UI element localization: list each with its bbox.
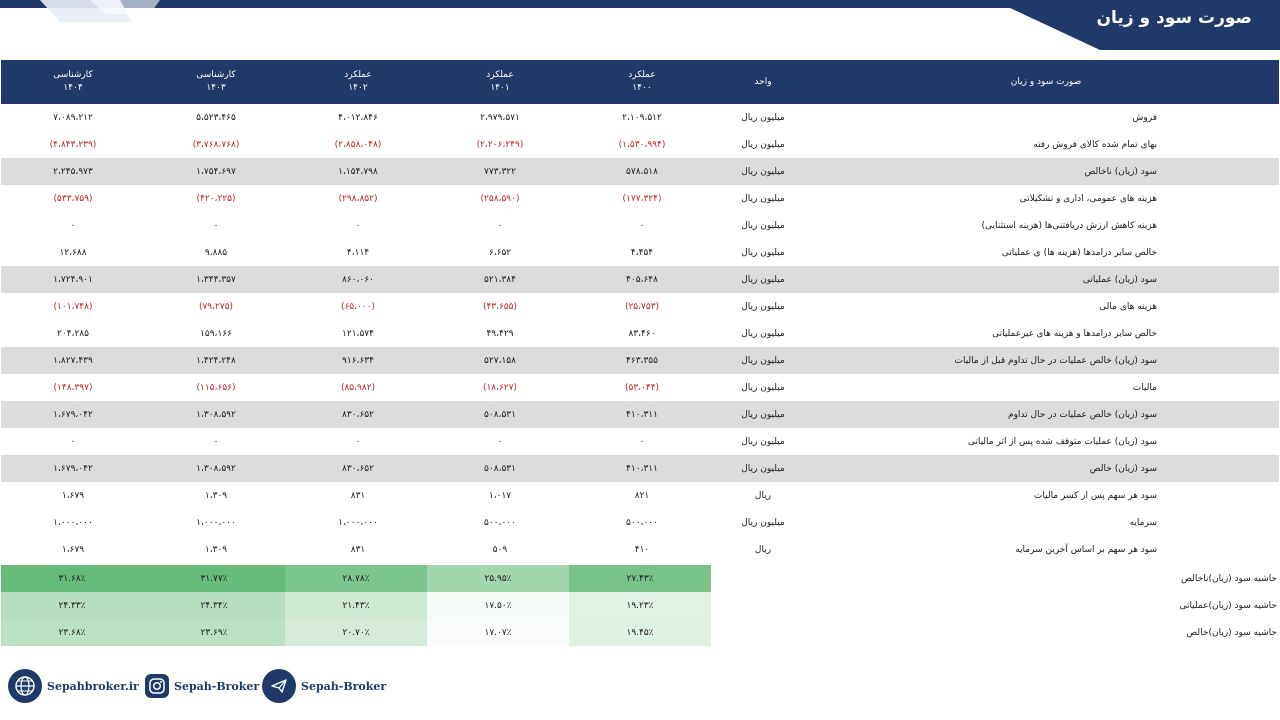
top-banner bbox=[0, 0, 1280, 50]
row-value: ۱،۳۰۸،۵۹۲ bbox=[145, 455, 287, 482]
row-value: ۱،۶۷۹ bbox=[61, 490, 85, 501]
row-value: (۱،۵۳۰،۹۹۴) bbox=[618, 139, 666, 150]
row-value: (۳،۷۶۸،۷۶۸) bbox=[192, 139, 240, 150]
instagram-text: Sepah-Broker bbox=[174, 679, 260, 693]
row-value: ۵،۵۲۳،۴۶۵ bbox=[196, 112, 236, 123]
row-value: (۷۹،۲۷۵) bbox=[198, 301, 234, 312]
table-row bbox=[1, 131, 1279, 158]
table-row bbox=[1, 266, 1279, 293]
column-header-1400: عملکرد ۱۴۰۰ bbox=[571, 60, 713, 104]
row-value: ۴،۱۱۴ bbox=[346, 247, 370, 258]
row-label: مالیات bbox=[1132, 382, 1157, 393]
row-label: خالص سایر درامدها و هزینه های غیرعملیاتی bbox=[992, 328, 1157, 339]
row-value: ۹،۸۸۵ bbox=[204, 247, 228, 258]
row-value: ۵۰۰،۰۰۰ bbox=[626, 517, 658, 528]
row-value: ۱،۶۷۹،۰۴۲ bbox=[1, 401, 145, 428]
row-value: ۱،۶۷۹،۰۴۲ bbox=[1, 455, 145, 482]
row-value: ۲۰۴،۲۸۵ bbox=[57, 328, 89, 339]
margin-ratios-table bbox=[1, 565, 1277, 646]
row-value: ۵۰۸،۵۳۱ bbox=[429, 401, 571, 428]
row-label: هزینه های مالی bbox=[1099, 301, 1157, 312]
row-unit: ریال bbox=[754, 544, 772, 555]
row-value: ۱،۳۰۸،۵۹۲ bbox=[145, 401, 287, 428]
row-value: ۸۳۰،۶۵۲ bbox=[287, 455, 429, 482]
row-value: (۱۴۸،۳۹۷) bbox=[53, 382, 93, 393]
row-value: ۰ bbox=[639, 436, 645, 447]
row-value: ۴۹،۴۲۹ bbox=[486, 328, 514, 339]
column-header-1403: کارشناسی ۱۴۰۳ bbox=[145, 60, 287, 104]
ratio-value: ۳۱.۶۸٪ bbox=[1, 565, 143, 592]
table-row bbox=[1, 320, 1279, 347]
column-header-unit: واحد bbox=[713, 60, 813, 104]
column-header-1401: عملکرد ۱۴۰۱ bbox=[429, 60, 571, 104]
ratio-value: ۲۷.۴۳٪ bbox=[569, 565, 711, 592]
table-header-row bbox=[1, 60, 1279, 104]
row-unit: میلیون ریال bbox=[713, 401, 813, 428]
ratio-label: حاشیه سود (زیان)ناخالص bbox=[1181, 573, 1277, 584]
row-label: سود (زیان) خالص عملیات در حال تداوم قبل از مالیات bbox=[813, 347, 1279, 374]
row-value: (۲۵۸،۵۹۰) bbox=[480, 193, 520, 204]
row-unit: میلیون ریال bbox=[713, 347, 813, 374]
ratio-value: ۲۸.۷۸٪ bbox=[285, 565, 427, 592]
row-value: ۴۰۵،۶۴۸ bbox=[571, 266, 713, 293]
ratio-row bbox=[1, 565, 1277, 592]
row-unit: میلیون ریال bbox=[741, 517, 785, 528]
row-label: خالص سایر درامدها (هزینه ها) ی عملیاتی bbox=[1001, 247, 1157, 258]
row-value: ۱،۷۵۴،۶۹۷ bbox=[145, 158, 287, 185]
row-value: ۵۲۱،۳۸۴ bbox=[429, 266, 571, 293]
row-value: ۵۲۷،۱۵۸ bbox=[429, 347, 571, 374]
row-value: ۱،۸۲۷،۴۳۹ bbox=[1, 347, 145, 374]
row-value: ۴۱۰،۳۱۱ bbox=[571, 401, 713, 428]
instagram-link[interactable] bbox=[145, 668, 259, 704]
row-value: ۱،۰۰۰،۰۰۰ bbox=[53, 517, 93, 528]
table-row bbox=[1, 455, 1279, 482]
row-unit: میلیون ریال bbox=[713, 158, 813, 185]
ratio-value: ۲۳.۶۸٪ bbox=[1, 619, 143, 646]
row-unit: میلیون ریال bbox=[741, 220, 785, 231]
row-value: ۱،۴۲۴،۲۴۸ bbox=[145, 347, 287, 374]
ratio-value: ۱۷.۰۷٪ bbox=[427, 619, 569, 646]
row-label: سود هر سهم بر اساس آخرین سرمایه bbox=[1015, 544, 1157, 555]
row-value: ۱۲،۶۸۸ bbox=[59, 247, 87, 258]
ratio-value: ۲۵.۹۵٪ bbox=[427, 565, 569, 592]
ratio-value: ۲۱.۴۳٪ bbox=[285, 592, 427, 619]
banner-shape bbox=[0, 0, 1280, 50]
instagram-icon bbox=[145, 674, 169, 698]
row-value: ۰ bbox=[70, 436, 76, 447]
row-value: ۵۷۸،۵۱۸ bbox=[571, 158, 713, 185]
row-value: ۸۳،۴۶۰ bbox=[628, 328, 656, 339]
row-label: سود (زیان) عملیاتی bbox=[813, 266, 1279, 293]
row-value: ۰ bbox=[497, 220, 503, 231]
row-value: ۶،۶۵۲ bbox=[488, 247, 512, 258]
table-row bbox=[1, 374, 1279, 401]
column-header-1402: عملکرد ۱۴۰۲ bbox=[287, 60, 429, 104]
row-value: ۱،۳۰۹ bbox=[204, 544, 228, 555]
row-unit: میلیون ریال bbox=[713, 266, 813, 293]
row-value: ۱،۰۰۰،۰۰۰ bbox=[196, 517, 236, 528]
row-value: ۱،۱۵۴،۷۹۸ bbox=[287, 158, 429, 185]
row-value: ۰ bbox=[355, 220, 361, 231]
row-value: (۵۳،۰۴۴) bbox=[624, 382, 660, 393]
telegram-link[interactable] bbox=[262, 668, 386, 704]
ratio-row bbox=[1, 592, 1277, 619]
row-value: (۱۰۱،۷۴۸) bbox=[53, 301, 93, 312]
row-value: ۸۲۱ bbox=[634, 490, 650, 501]
row-value: (۴۳،۶۵۵) bbox=[482, 301, 518, 312]
row-label: سود هر سهم پس از کسر مالیات bbox=[1033, 490, 1157, 501]
row-value: ۵۰۹ bbox=[492, 544, 508, 555]
ratio-row bbox=[1, 619, 1277, 646]
row-label: فروش bbox=[1132, 112, 1157, 123]
column-header-1404: کارشناسی ۱۴۰۴ bbox=[1, 60, 145, 104]
row-value: ۰ bbox=[639, 220, 645, 231]
ratio-value: ۲۰.۷۰٪ bbox=[285, 619, 427, 646]
ratio-value: ۲۴.۳۴٪ bbox=[143, 592, 285, 619]
row-value: (۲،۸۵۸،۰۴۸) bbox=[334, 139, 382, 150]
ratio-value: ۳۱.۷۷٪ bbox=[143, 565, 285, 592]
row-value: ۲،۱۰۹،۵۱۲ bbox=[622, 112, 662, 123]
page-title: صورت سود و زیان bbox=[1096, 8, 1252, 28]
row-unit: میلیون ریال bbox=[741, 382, 785, 393]
row-value: ۵۰۰،۰۰۰ bbox=[484, 517, 516, 528]
row-label: سود (زیان) عملیات متوقف شده پس از اثر مالیاتی bbox=[967, 436, 1157, 447]
row-value: ۱،۷۲۴،۹۰۱ bbox=[1, 266, 145, 293]
row-label: سرمایه bbox=[1129, 517, 1157, 528]
table-row bbox=[1, 293, 1279, 320]
row-value: (۴،۸۴۳،۲۳۹) bbox=[49, 139, 97, 150]
row-value: (۱۷۷،۳۲۴) bbox=[622, 193, 662, 204]
row-value: ۱،۶۷۹ bbox=[61, 544, 85, 555]
row-value: ۴،۰۱۲،۸۴۶ bbox=[338, 112, 378, 123]
row-value: (۸۵،۹۸۲) bbox=[340, 382, 376, 393]
row-value: ۹۱۶،۶۳۴ bbox=[287, 347, 429, 374]
column-header-statement: صورت سود و زیان bbox=[813, 60, 1279, 104]
row-unit: میلیون ریال bbox=[741, 139, 785, 150]
row-unit: میلیون ریال bbox=[741, 112, 785, 123]
table-row bbox=[1, 347, 1279, 374]
row-value: ۸۳۱ bbox=[350, 544, 366, 555]
table-row bbox=[1, 212, 1279, 239]
row-value: (۶۵،۰۰۰) bbox=[340, 301, 376, 312]
ratio-value: ۲۳.۶۹٪ bbox=[143, 619, 285, 646]
row-label: هزینه کاهش ارزش دریافتنی‌ها (هزینه استثنایی) bbox=[981, 220, 1157, 231]
table-row bbox=[1, 482, 1279, 509]
telegram-text: Sepah-Broker bbox=[301, 679, 387, 693]
ratio-value: ۲۴.۳۳٪ bbox=[1, 592, 143, 619]
row-value: ۱۲۱،۵۷۴ bbox=[342, 328, 374, 339]
footer bbox=[0, 668, 420, 712]
table-row bbox=[1, 104, 1279, 131]
row-value: ۰ bbox=[497, 436, 503, 447]
row-label: سود (زیان) خالص bbox=[813, 455, 1279, 482]
row-value: (۵۳۳،۷۵۹) bbox=[53, 193, 93, 204]
row-value: ۵۰۸،۵۳۱ bbox=[429, 455, 571, 482]
ratio-label-cell bbox=[711, 565, 1277, 592]
table-row bbox=[1, 239, 1279, 266]
row-value: ۷،۰۸۹،۲۱۲ bbox=[53, 112, 93, 123]
table-row bbox=[1, 428, 1279, 455]
row-value: ۰ bbox=[213, 220, 219, 231]
telegram-icon bbox=[262, 669, 296, 703]
ratio-value: ۱۷.۵۰٪ bbox=[427, 592, 569, 619]
row-value: ۱،۳۴۴،۳۵۷ bbox=[145, 266, 287, 293]
row-value: ۱،۳۰۹ bbox=[204, 490, 228, 501]
row-label: سود (زیان) ناخالص bbox=[813, 158, 1279, 185]
table-row bbox=[1, 401, 1279, 428]
row-value: ۱۵۹،۱۶۶ bbox=[200, 328, 232, 339]
row-unit: میلیون ریال bbox=[741, 328, 785, 339]
row-value: ۴۶۳،۳۵۵ bbox=[571, 347, 713, 374]
table-row bbox=[1, 509, 1279, 536]
row-unit: میلیون ریال bbox=[713, 455, 813, 482]
row-value: ۴۱۰ bbox=[634, 544, 650, 555]
table-row bbox=[1, 158, 1279, 185]
row-value: ۲،۲۴۵،۹۷۳ bbox=[1, 158, 145, 185]
row-value: ۱،۰۱۷ bbox=[488, 490, 512, 501]
ratio-value: ۱۹.۴۵٪ bbox=[569, 619, 711, 646]
row-value: (۲۹۸،۸۵۲) bbox=[338, 193, 378, 204]
row-unit: ریال bbox=[754, 490, 772, 501]
table-row bbox=[1, 536, 1279, 563]
ratio-label: حاشیه سود (زیان)خالص bbox=[1186, 627, 1277, 638]
ratio-label-cell bbox=[711, 619, 1277, 646]
row-unit: میلیون ریال bbox=[741, 436, 785, 447]
row-value: (۴۲۰،۲۲۵) bbox=[196, 193, 236, 204]
row-value: (۲،۲۰۶،۲۴۹) bbox=[476, 139, 524, 150]
row-value: ۷۷۳،۳۲۲ bbox=[429, 158, 571, 185]
row-value: (۲۵،۷۵۳) bbox=[624, 301, 660, 312]
row-value: ۰ bbox=[213, 436, 219, 447]
ratio-label: حاشیه سود (زیان)عملیاتی bbox=[1179, 600, 1277, 611]
row-unit: میلیون ریال bbox=[741, 193, 785, 204]
income-statement-table bbox=[1, 60, 1279, 563]
row-unit: میلیون ریال bbox=[741, 301, 785, 312]
row-value: (۱۱۵،۶۵۶) bbox=[196, 382, 236, 393]
row-label: سود (زیان) خالص عملیات در حال تداوم bbox=[813, 401, 1279, 428]
row-value: ۴۱۰،۳۱۱ bbox=[571, 455, 713, 482]
row-value: ۸۳۰،۶۵۲ bbox=[287, 401, 429, 428]
row-value: ۴،۴۵۴ bbox=[630, 247, 654, 258]
row-value: ۲،۹۷۹،۵۷۱ bbox=[480, 112, 520, 123]
ratio-label-cell bbox=[711, 592, 1277, 619]
row-value: ۱،۰۰۰،۰۰۰ bbox=[338, 517, 378, 528]
ratio-value: ۱۹.۲۳٪ bbox=[569, 592, 711, 619]
globe-icon bbox=[8, 669, 42, 703]
row-label: بهای تمام شده کالای فروش رفته bbox=[1033, 139, 1157, 150]
table-row bbox=[1, 185, 1279, 212]
row-value: ۰ bbox=[70, 220, 76, 231]
website-link[interactable] bbox=[8, 668, 139, 704]
website-text: Sepahbroker.ir bbox=[47, 679, 139, 693]
row-value: ۰ bbox=[355, 436, 361, 447]
row-value: ۸۶۰،۰۶۰ bbox=[287, 266, 429, 293]
row-value: (۱۸،۶۲۷) bbox=[482, 382, 518, 393]
row-value: ۸۳۱ bbox=[350, 490, 366, 501]
row-label: هزینه های عمومی، اداری و تشکیلاتی bbox=[1019, 193, 1157, 204]
row-unit: میلیون ریال bbox=[741, 247, 785, 258]
